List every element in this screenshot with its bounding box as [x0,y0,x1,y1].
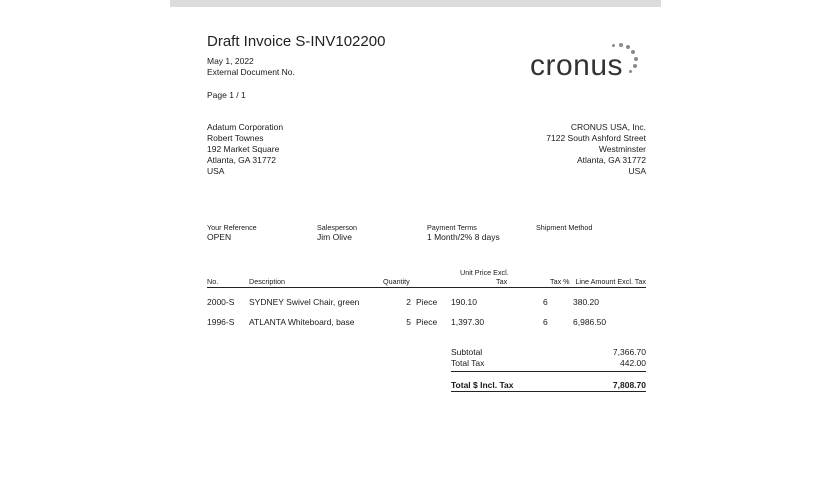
bill-to-name: Adatum Corporation [207,122,284,132]
grand-total-value: 7,808.70 [612,380,646,390]
company-country: USA [628,166,646,176]
col-unit-price-header-line1: Unit Price Excl. [460,268,509,277]
totals-rule [451,371,646,372]
row-unit: Piece [416,297,438,307]
logo-text: cronus [530,49,624,82]
row-description: ATLANTA Whiteboard, base [249,317,355,327]
your-reference-label: Your Reference [207,223,257,232]
company-name: CRONUS USA, Inc. [570,122,646,132]
total-tax-label: Total Tax [451,358,485,368]
row-quantity: 2 [406,297,411,307]
row-line-amount: 380.20 [573,297,599,307]
grand-total-label: Total $ Incl. Tax [451,380,514,390]
col-quantity-header: Quantity [383,277,410,286]
bill-to-street: 192 Market Square [207,144,280,154]
bill-to-address [207,122,283,177]
invoice-date: May 1, 2022 [207,56,254,66]
company-logo [530,43,650,87]
bill-to-country: USA [207,166,225,176]
row-no: 2000-S [207,297,235,307]
table-header-rule [207,287,646,288]
company-district: Westminster [598,144,646,154]
row-no: 1996-S [207,317,235,327]
row-unit-price: 190.10 [451,297,477,307]
shipment-method-label: Shipment Method [536,223,593,232]
row-unit-price: 1,397.30 [451,317,485,327]
col-description-header: Description [249,277,285,286]
row-unit: Piece [416,317,438,327]
page-number: Page 1 / 1 [207,90,246,100]
company-address [546,122,646,177]
payment-terms-value: 1 Month/2% 8 days [427,232,500,242]
row-line-amount: 6,986.50 [573,317,607,327]
row-quantity: 5 [406,317,411,327]
external-document-label: External Document No. [207,67,295,77]
viewer-top-bar [170,0,661,7]
bill-to-contact: Robert Townes [207,133,264,143]
col-unit-price-header-line2: Tax [496,277,508,286]
company-street: 7122 South Ashford Street [546,133,646,143]
row-tax-percent: 6 [543,297,548,307]
total-tax-value: 442.00 [620,358,646,368]
payment-terms-label: Payment Terms [427,223,477,232]
row-description: SYDNEY Swivel Chair, green [249,297,360,307]
your-reference-value: OPEN [207,232,232,242]
salesperson-value: Jim Olive [317,232,352,242]
subtotal-value: 7,366.70 [612,347,646,357]
subtotal-label: Subtotal [451,347,483,357]
grand-total-underline [451,391,646,392]
invoice-page [170,7,661,480]
col-tax-header: Tax % [550,277,570,286]
salesperson-label: Salesperson [317,223,357,232]
col-no-header: No. [207,277,219,286]
company-city: Atlanta, GA 31772 [577,155,646,165]
col-line-amount-header: Line Amount Excl. Tax [575,277,646,286]
invoice-title: Draft Invoice S-INV102200 [207,33,386,50]
row-tax-percent: 6 [543,317,548,327]
bill-to-city: Atlanta, GA 31772 [207,155,276,165]
